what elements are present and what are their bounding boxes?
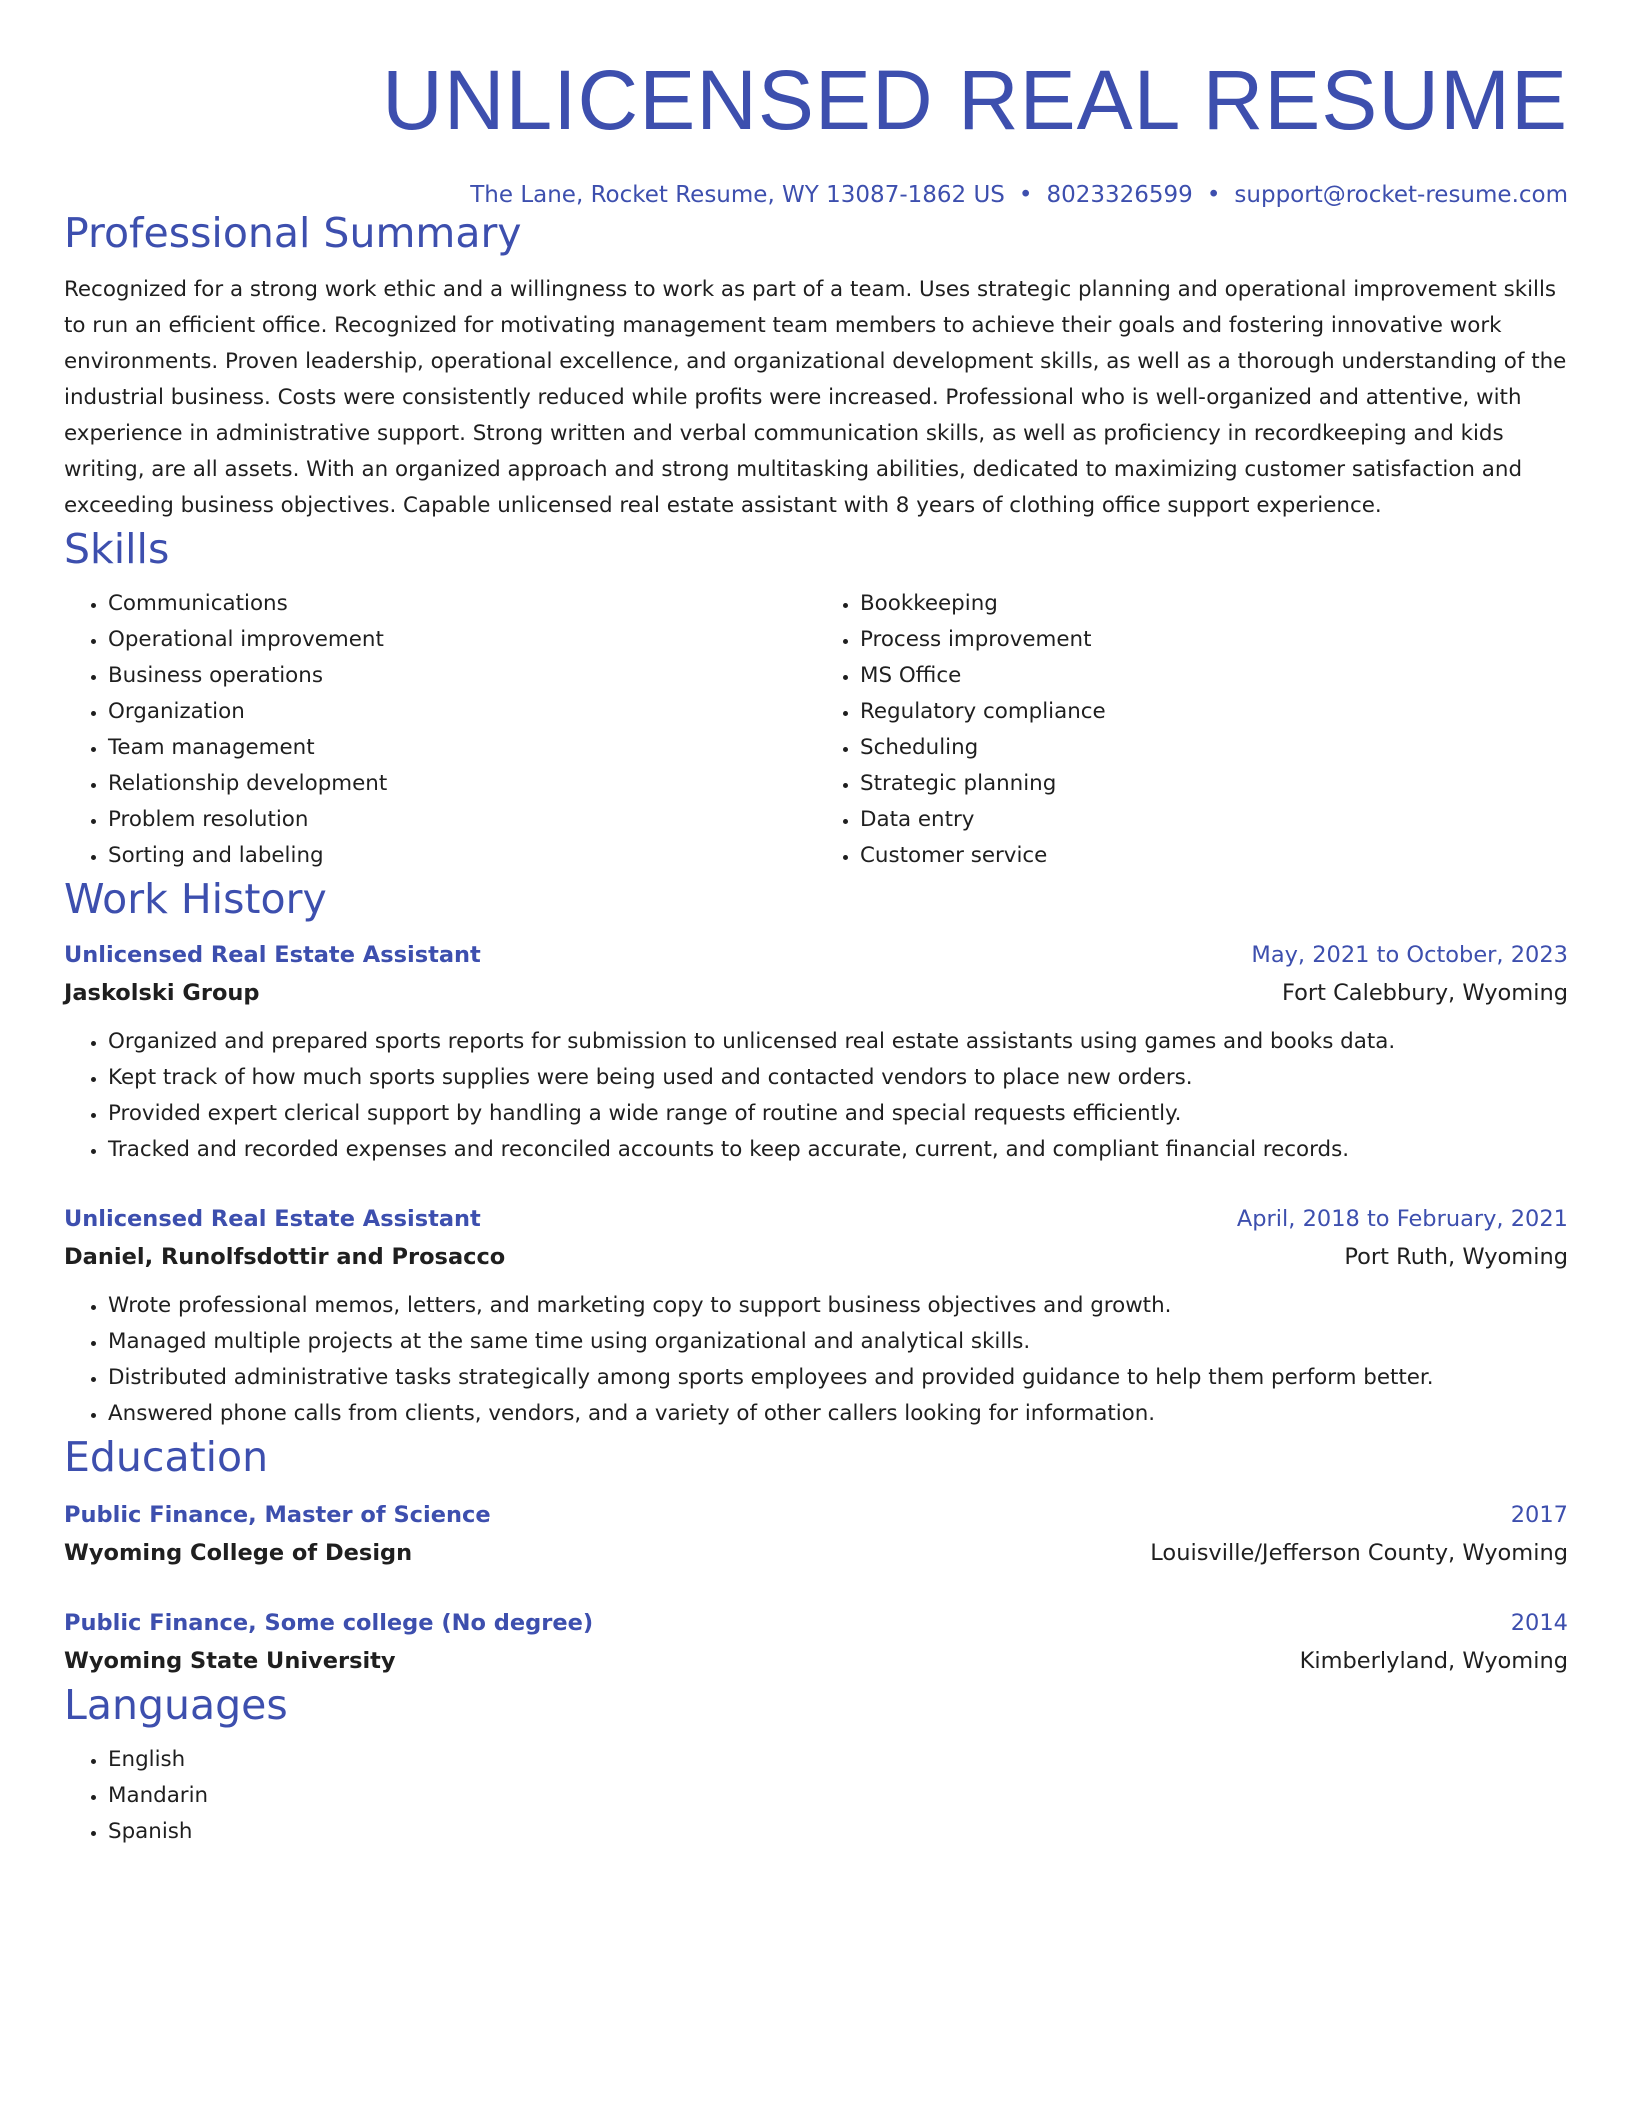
degree-name: Public Finance, Some college (No degree) — [64, 1610, 594, 1636]
duty-item: • Answered phone calls from clients, vendors, and a variety of other callers looking for information. — [108, 1396, 1568, 1432]
job-location: Fort Calebbury, Wyoming — [1281, 980, 1568, 1006]
job-dates: May, 2021 to October, 2023 — [1251, 942, 1568, 968]
skill-item: • Business operations — [108, 658, 816, 694]
job-entry — [64, 936, 1568, 1168]
job-duties — [64, 1288, 1568, 1432]
graduation-year: 2014 — [1510, 1610, 1568, 1636]
bullet-separator: • — [1018, 182, 1033, 208]
skill-item: • Bookkeeping — [860, 586, 1568, 622]
summary-text: Recognized for a strong work ethic and a willingness to work as part of a team. Uses strategic planning and operational improvement skills to run an efficient office. Recognized for motivating management team members to achieve their goals and fostering innovative work environments. Proven leadership, operational excellence, and organizational development skills, as well as a thorough understanding of the industrial business. Costs were consistently reduced while profits were increased. Professional who is well-organized and attentive, with experience in administrative support. Strong written and verbal communication skills, as well as proficiency in recordkeeping and kids writing, are all assets. With an organized approach and strong multitasking abilities, dedicated to maximizing customer satisfaction and exceeding business objectives. Capable unlicensed real estate assistant with 8 years of clothing office support experience. — [64, 277, 1567, 518]
skill-item: • Customer service — [860, 838, 1568, 874]
job-dates: April, 2018 to February, 2021 — [1236, 1206, 1568, 1232]
company-name: Daniel, Runolfsdottir and Prosacco — [64, 1244, 506, 1270]
job-location: Port Ruth, Wyoming — [1344, 1244, 1568, 1270]
job-title: Unlicensed Real Estate Assistant — [64, 942, 481, 968]
skill-item: • Team management — [108, 730, 816, 766]
phone-text: 8023326599 — [1046, 182, 1193, 208]
job-title: Unlicensed Real Estate Assistant — [64, 1206, 481, 1232]
duty-item: • Organized and prepared sports reports for submission to unlicensed real estate assistants using games and books data. — [108, 1024, 1568, 1060]
school-location: Louisville/Jefferson County, Wyoming — [1150, 1540, 1568, 1566]
education-entry — [64, 1604, 1568, 1680]
skill-item: • Sorting and labeling — [108, 838, 816, 874]
company-name: Jaskolski Group — [64, 980, 260, 1006]
candidate-name: UNLICENSED REAL RESUME — [382, 53, 1568, 147]
school-name: Wyoming College of Design — [64, 1540, 413, 1566]
language-item: • Spanish — [108, 1814, 1568, 1850]
language-item: • Mandarin — [108, 1778, 1568, 1814]
language-item: • English — [108, 1742, 1568, 1778]
skill-item: • Problem resolution — [108, 802, 816, 838]
education-heading: Education — [64, 1433, 269, 1481]
languages-section — [64, 1742, 1568, 1850]
school-name: Wyoming State University — [64, 1648, 396, 1674]
contact-line — [64, 182, 1568, 208]
degree-name: Public Finance, Master of Science — [64, 1502, 491, 1528]
duty-item: • Tracked and recorded expenses and reconciled accounts to keep accurate, current, and compliant financial records. — [108, 1132, 1568, 1168]
skill-item: • Communications — [108, 586, 816, 622]
duty-item: • Provided expert clerical support by handling a wide range of routine and special requests efficiently. — [108, 1096, 1568, 1132]
graduation-year: 2017 — [1510, 1502, 1568, 1528]
job-entry — [64, 1200, 1568, 1432]
bullet-separator: • — [1206, 182, 1221, 208]
duty-item: • Kept track of how much sports supplies were being used and contacted vendors to place new orders. — [108, 1060, 1568, 1096]
languages-list — [64, 1742, 1568, 1850]
languages-heading: Languages — [64, 1681, 288, 1729]
skills-heading: Skills — [64, 525, 170, 573]
skill-item: • Process improvement — [860, 622, 1568, 658]
job-duties — [64, 1024, 1568, 1168]
email-text: support@rocket-resume.com — [1234, 182, 1568, 208]
skills-column-right — [816, 586, 1568, 874]
skill-item: • Data entry — [860, 802, 1568, 838]
summary-heading: Professional Summary — [64, 209, 522, 257]
duty-item: • Wrote professional memos, letters, and marketing copy to support business objectives and growth. — [108, 1288, 1568, 1324]
work-history-heading: Work History — [64, 875, 327, 923]
education-entry — [64, 1496, 1568, 1572]
skill-item: • Operational improvement — [108, 622, 816, 658]
skill-item: • Regulatory compliance — [860, 694, 1568, 730]
address-text: The Lane, Rocket Resume, WY 13087-1862 US — [470, 182, 1005, 208]
skills-list — [64, 586, 1568, 874]
skills-column-left — [64, 586, 816, 874]
duty-item: • Distributed administrative tasks strategically among sports employees and provided guidance to help them perform better. — [108, 1360, 1568, 1396]
skill-item: • Strategic planning — [860, 766, 1568, 802]
school-location: Kimberlyland, Wyoming — [1299, 1648, 1568, 1674]
skill-item: • Relationship development — [108, 766, 816, 802]
skill-item: • Organization — [108, 694, 816, 730]
skill-item: • Scheduling — [860, 730, 1568, 766]
resume-header — [64, 0, 1568, 208]
skill-item: • MS Office — [860, 658, 1568, 694]
duty-item: • Managed multiple projects at the same time using organizational and analytical skills. — [108, 1324, 1568, 1360]
